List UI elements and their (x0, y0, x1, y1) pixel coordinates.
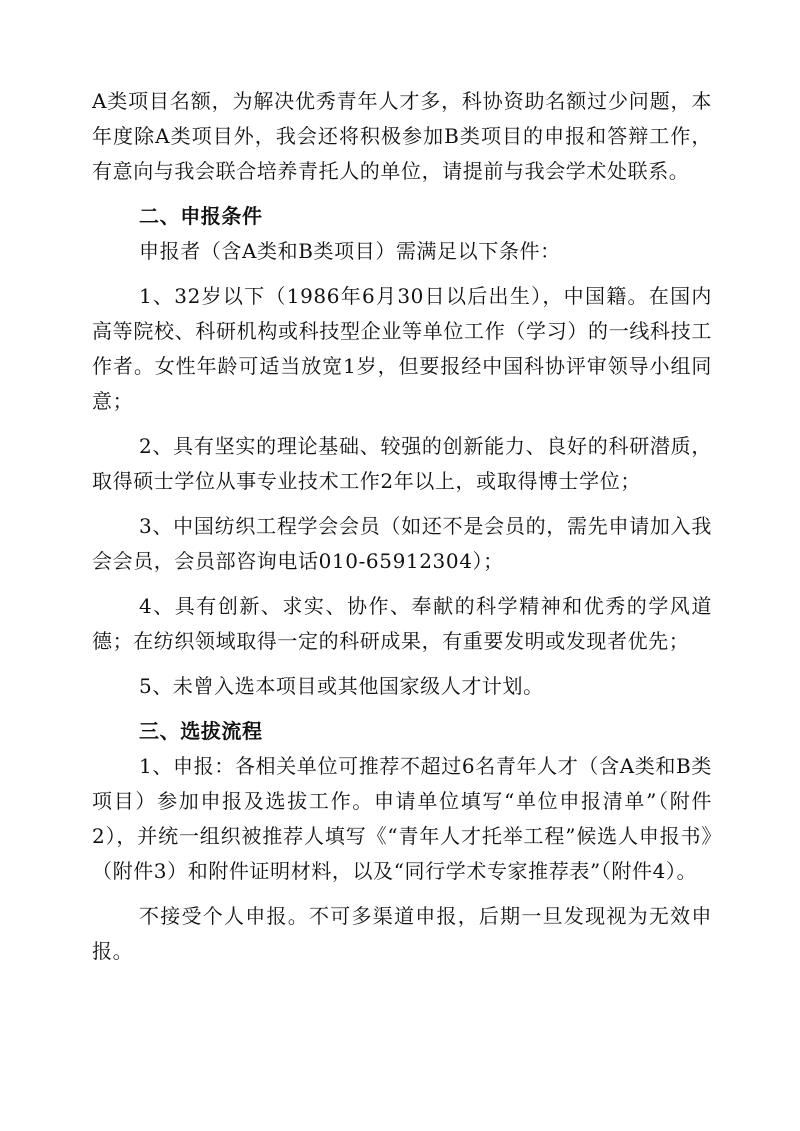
intro-paragraph: A类项目名额，为解决优秀青年人才多，科协资助名额过少问题，本年度除A类项目外，我会还将积极参加B类项目的申报和答辩工作，有意向与我会联合培养青托人的单位，请提前与我会学术处联系。 (92, 89, 712, 183)
process-note-paragraph: 不接受个人申报。不可多渠道申报，后期一旦发现视为无效申报。 (92, 904, 712, 963)
condition-item-2: 2、具有坚实的理论基础、较强的创新能力、良好的科研潜质，取得硕士学位从事专业技术工作2年以上，或取得博士学位； (92, 434, 712, 493)
document-body (92, 84, 712, 969)
section-heading-selection-process: 三、选拔流程 (139, 719, 263, 743)
conditions-lead-paragraph: 申报者（含A类和B类项目）需满足以下条件： (139, 239, 561, 263)
process-item-1: 1、申报：各相关单位可推荐不超过6名青年人才（含A类和B类项目）参加申报及选拔工作。申请单位填写“单位申报清单”（附件2），并统一组织被推荐人填写《“青年人才托举工程”候选人申报书》（附件3）和附件证明材料，以及“同行学术专家推荐表”（附件4）。 (92, 754, 712, 883)
condition-item-5: 5、未曾入选本项目或其他国家级人才计划。 (139, 674, 544, 698)
condition-item-4: 4、具有创新、求实、协作、奉献的科学精神和优秀的学风道德；在纺织领域取得一定的科研成果，有重要发明或发现者优先； (92, 594, 712, 653)
condition-item-1: 1、32岁以下（1986年6月30日以后出生），中国籍。在国内高等院校、科研机构或科技型企业等单位工作（学习）的一线科技工作者。女性年龄可适当放宽1岁，但要报经中国科协评审领导小组同意； (92, 284, 712, 413)
section-heading-application-conditions: 二、申报条件 (139, 204, 263, 228)
condition-item-3: 3、中国纺织工程学会会员（如还不是会员的，需先申请加入我会会员，会员部咨询电话010-65912304）； (92, 514, 712, 573)
